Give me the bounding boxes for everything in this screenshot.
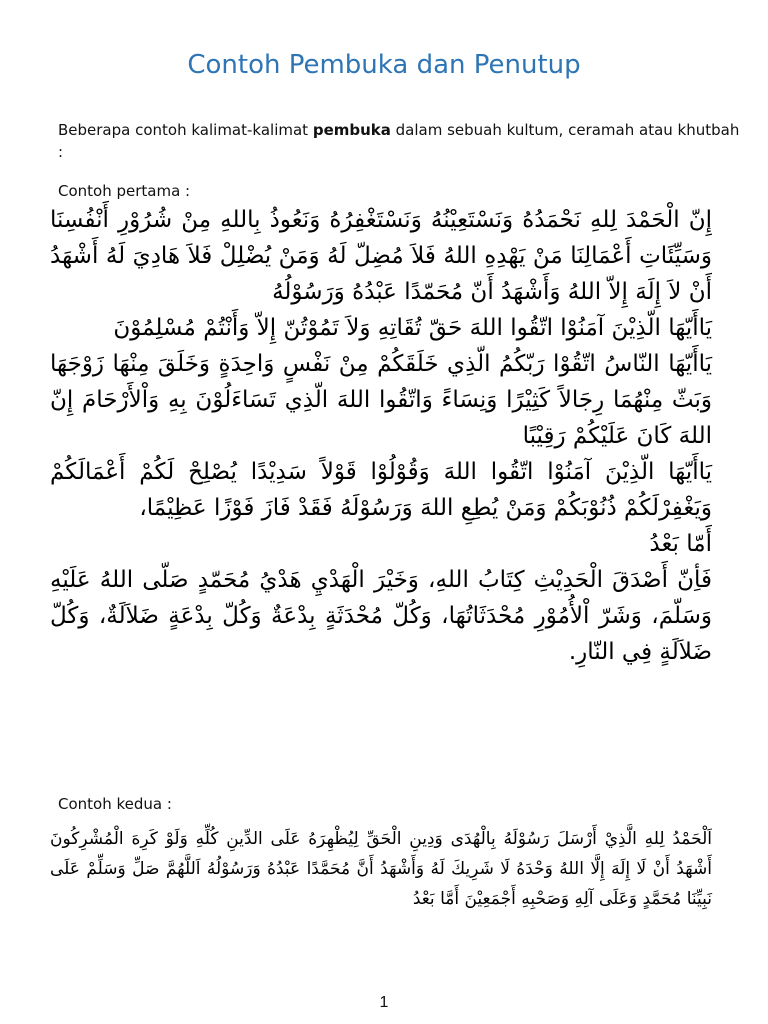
arabic-paragraph: أَمّا بَعْدُ: [649, 531, 712, 557]
arabic-paragraph: يَاأَيّهَا الّذِيْنَ آمَنُوْا اتّقُوا اللهَ حَقّ تُقَاتِهِ وَلاَ تَمُوْتُنّ إِلاّ وَأَنْتُمْ مُسْلِمُوْنَ: [113, 315, 712, 341]
example2-label: Contoh kedua :: [58, 795, 172, 813]
page-title: Contoh Pembuka dan Penutup: [187, 50, 581, 80]
intro-bold: pembuka: [312, 121, 391, 139]
example2-arabic-text: [50, 824, 712, 914]
arabic-paragraph: يَاأَيّهَا النّاسُ اتّقُوْا رَبّكُمُ الّذِي خَلَقَكُمْ مِنْ نَفْسٍ وَاحِدَةٍ وَخَلَقَ مِنْهَا زَوْجَهَا وَبَثّ مِنْهُمَا رِجَالاً كَثِيْرًا وَنِسَاءً وَاتّقُوا اللهَ الّذِي تَسَاءَلُوْنَ بِهِ وَاْلأَرْحَامَ إِنّ اللهَ كَانَ عَلَيْكُمْ رَقِيْبًا: [50, 351, 712, 449]
page-number: 1: [379, 994, 389, 1011]
example1-label: Contoh pertama :: [58, 182, 191, 200]
intro-after: dalam sebuah kultum, ceramah atau khutbah :: [58, 121, 740, 161]
arabic-paragraph: يَاأَيّهَا الّذِيْنَ آمَنُوْا اتّقُوا اللهَ وَقُوْلُوْا قَوْلاً سَدِيْدًا يُصْلِحْ لَكُمْ أَعْمَالَكُمْ وَيَغْفِرْلَكُمْ ذُنُوْبَكُمْ وَمَنْ يُطِعِ اللهَ وَرَسُوْلَهُ فَقَدْ فَازَ فَوْزًا عَظِيْمًا،: [50, 459, 712, 521]
arabic-paragraph: إِنّ الْحَمْدَ لِلهِ نَحْمَدُهُ وَنَسْتَعِيْنُهُ وَنَسْتَغْفِرُهُ وَنَعُوذُ بِاللهِ مِنْ شُرُوْرِ أَنْفُسِنَا وَسَيِّئَاتِ أَعْمَالِنَا مَنْ يَهْدِهِ اللهُ فَلاَ مُضِلّ لَهُ وَمَنْ يُضْلِلْ فَلاَ هَادِيَ لَهُ أَشْهَدُ أَنْ لاَ إِلَهَ إِلاّ اللهُ وَأَشْهَدُ أَنّ مُحَمّدًا عَبْدُهُ وَرَسُوْلُهُ: [50, 207, 712, 305]
intro-text: [58, 119, 748, 163]
intro-before: Beberapa contoh kalimat-kalimat: [58, 121, 313, 139]
example1-arabic-text: [50, 202, 712, 670]
arabic-paragraph: اَلْحَمْدُ لِلهِ الَّذِيْ أَرْسَلَ رَسُوْلَهُ بِالْهُدَى وَدِينِ الْحَقِّ لِيُظْهِرَهُ عَلَى الدِّينِ كُلِّهِ وَلَوْ كَرِهَ الْمُشْرِكُونَ أَشْهَدُ أَنْ لَا إِلَهَ إِلَّا اللهُ وَحْدَهُ لَا شَرِيكَ لَهُ وَأَشْهَدُ أَنَّ مُحَمَّدًا عَبْدُهُ وَرَسُوْلُهُ اَللَّهُمَّ صَلِّ وَسَلِّمْ عَلَى نَبِيِّنَا مُحَمَّدٍ وَعَلَى آلِهِ وَصَحْبِهِ أَجْمَعِيْنَ أَمَّا بَعْدُ: [50, 829, 712, 909]
arabic-paragraph: فَأِنّ أَصْدَقَ الْحَدِيْثِ كِتَابُ اللهِ، وَخَيْرَ الْهَدْيِ هَدْيُ مُحَمّدٍ صَلّى اللهُ عَلَيْهِ وَسَلّمَ، وَشَرّ اْلأُمُوْرِ مُحْدَثَاتُهَا، وَكُلّ مُحْدَثَةٍ بِدْعَةٌ وَكُلّ بِدْعَةٍ ضَلاَلَةٌ، وَكُلّ ضَلاَلَةٍ فِي النّارِ.: [50, 567, 712, 665]
